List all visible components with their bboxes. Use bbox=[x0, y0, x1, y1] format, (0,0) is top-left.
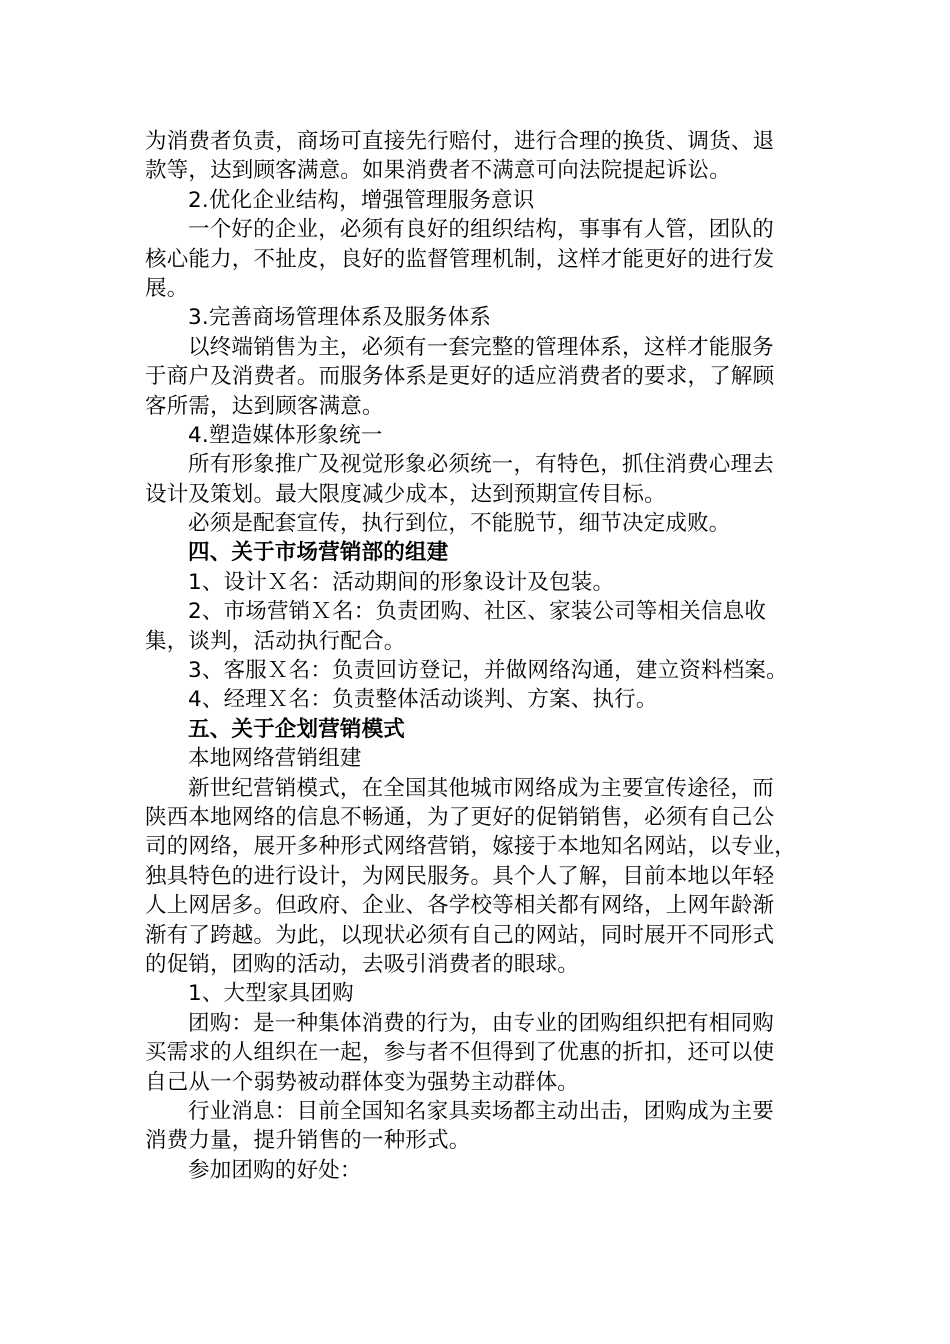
text-line: 所有形象推广及视觉形象必须统一，有特色，抓住消费心理去 bbox=[188, 452, 774, 478]
text-line: 人上网居多。但政府、企业、各学校等相关都有网络，上网年龄渐 bbox=[145, 893, 775, 919]
text-line: 3.完善商场管理体系及服务体系 bbox=[188, 305, 492, 331]
text-line: 本地网络营销组建 bbox=[188, 746, 362, 772]
text-line: 核心能力，不扯皮，良好的监督管理机制，这样才能更好的进行发 bbox=[145, 246, 775, 272]
section-heading: 四、关于市场营销部的组建 bbox=[188, 540, 449, 566]
text-line: 一个好的企业，必须有良好的组织结构，事事有人管，团队的 bbox=[188, 217, 774, 243]
document-page bbox=[145, 127, 805, 1185]
section-heading: 五、关于企划营销模式 bbox=[188, 716, 406, 742]
text-line: 的促销，团购的活动，去吸引消费者的眼球。 bbox=[145, 951, 580, 977]
text-line: 新世纪营销模式，在全国其他城市网络成为主要宣传途径，而 bbox=[188, 775, 774, 801]
text-line: 必须是配套宣传，执行到位，不能脱节，细节决定成败。 bbox=[188, 511, 731, 537]
text-line: 于商户及消费者。而服务体系是更好的适应消费者的要求，了解顾 bbox=[145, 364, 775, 390]
text-line: 4.塑造媒体形象统一 bbox=[188, 422, 383, 448]
text-line: 行业消息：目前全国知名家具卖场都主动出击，团购成为主要 bbox=[188, 1098, 774, 1124]
text-line: 陕西本地网络的信息不畅通，为了更好的促销销售，必须有自己公 bbox=[145, 804, 775, 830]
text-line: 独具特色的进行设计，为网民服务。具个人了解，目前本地以年轻 bbox=[145, 863, 775, 889]
text-line: 集，谈判，活动执行配合。 bbox=[145, 628, 406, 654]
text-line: 以终端销售为主，必须有一套完整的管理体系，这样才能服务 bbox=[188, 334, 774, 360]
text-line: 买需求的人组织在一起，参与者不但得到了优惠的折扣，还可以使 bbox=[145, 1040, 775, 1066]
text-line: 展。 bbox=[145, 275, 189, 301]
text-line: 客所需，达到顾客满意。 bbox=[145, 393, 384, 419]
text-line: 消费力量，提升销售的一种形式。 bbox=[145, 1128, 471, 1154]
text-line: 为消费者负责，商场可直接先行赔付，进行合理的换货、调货、退 bbox=[145, 129, 775, 154]
text-line: 渐有了跨越。为此，以现状必须有自己的网站，同时展开不同形式 bbox=[145, 922, 775, 948]
text-line: 参加团购的好处： bbox=[188, 1157, 362, 1183]
text-line: 设计及策划。最大限度减少成本，达到预期宣传目标。 bbox=[145, 481, 666, 507]
text-line: 3、客服Ｘ名：负责回访登记，并做网络沟通，建立资料档案。 bbox=[188, 658, 788, 684]
text-line: 2.优化企业结构，增强管理服务意识 bbox=[188, 187, 535, 213]
text-line: 团购：是一种集体消费的行为，由专业的团购组织把有相同购 bbox=[188, 1010, 774, 1036]
text-line: 司的网络，展开多种形式网络营销，嫁接于本地知名网站，以专业， bbox=[145, 834, 797, 860]
text-line: 4、经理Ｘ名：负责整体活动谈判、方案、执行。 bbox=[188, 687, 658, 713]
text-line: 1、设计Ｘ名：活动期间的形象设计及包装。 bbox=[188, 569, 615, 595]
text-line: 1、大型家具团购 bbox=[188, 981, 354, 1007]
text-line: 2、市场营销Ｘ名：负责团购、社区、家装公司等相关信息收 bbox=[188, 599, 767, 625]
text-line: 款等，达到顾客满意。如果消费者不满意可向法院提起诉讼。 bbox=[145, 158, 731, 184]
text-line: 自己从一个弱势被动群体变为强势主动群体。 bbox=[145, 1069, 580, 1095]
